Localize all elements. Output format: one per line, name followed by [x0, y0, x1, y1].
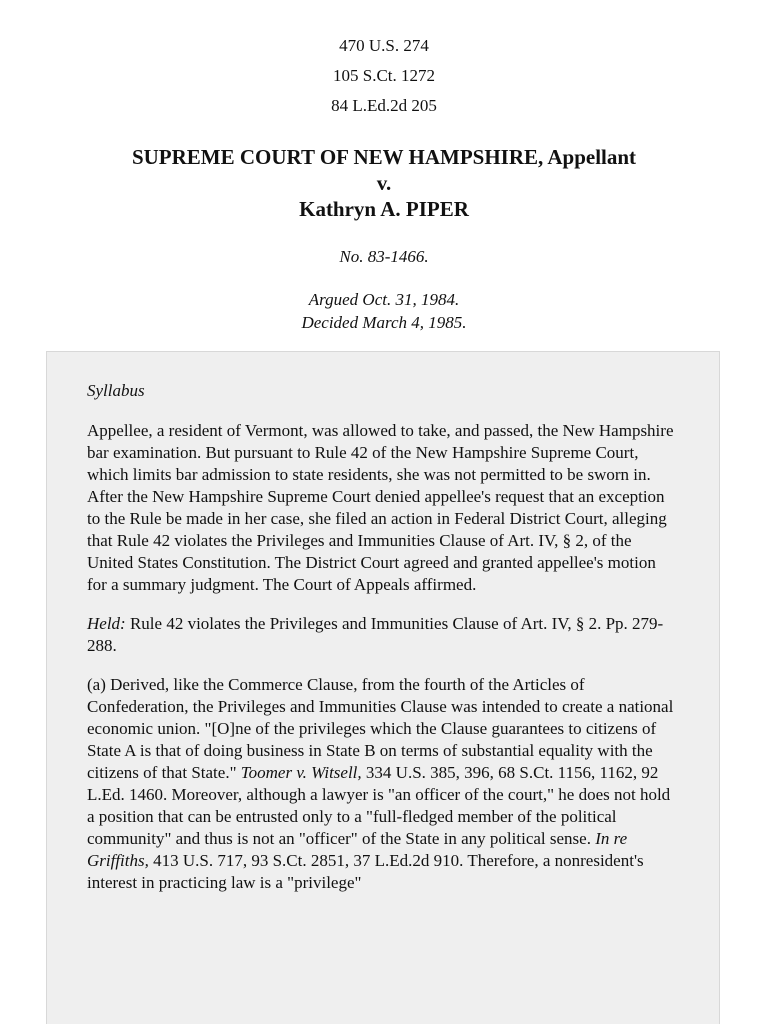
- syllabus-content: [47, 352, 719, 894]
- versus-label: v.: [376, 171, 392, 195]
- appellee-name: Kathryn A. PIPER: [299, 197, 469, 221]
- case-dates: [0, 288, 768, 334]
- para-a-text-3: 413 U.S. 717, 93 S.Ct. 2851, 37 L.Ed.2d 910. Therefore, a nonresident's interest in practicing law is a "privilege": [87, 851, 644, 892]
- syllabus-heading: Syllabus: [87, 381, 145, 400]
- appellant-name: SUPREME COURT OF NEW HAMPSHIRE, Appellant: [131, 145, 637, 169]
- us-reports-citation: 470 U.S. 274: [339, 36, 429, 55]
- para-a-text-1: (a) Derived, like the Commerce Clause, from the fourth of the Articles of Confederation, the Privileges and Immunities Clause was intended to create a national economic union. "[O]ne of the privileges which the Clause guarantees to citizens of State A is that of doing business in State B on terms of substantial equality with the citizens of that State.": [87, 675, 674, 782]
- supreme-court-reporter-citation: 105 S.Ct. 1272: [332, 66, 436, 85]
- reporter-citations: [0, 34, 768, 124]
- argued-date: Argued Oct. 31, 1984.: [308, 290, 460, 309]
- syllabus-paragraph-held: [87, 613, 679, 657]
- syllabus-panel: [46, 351, 720, 1024]
- case-name-griffiths: In re Griffiths,: [87, 829, 628, 870]
- docket-number: No. 83-1466.: [339, 247, 429, 266]
- decided-date: Decided March 4, 1985.: [301, 313, 467, 332]
- syllabus-paragraph-a: [87, 674, 679, 894]
- syllabus-paragraph-facts: Appellee, a resident of Vermont, was allowed to take, and passed, the New Hampshire bar examination. But pursuant to Rule 42 of the New Hampshire Supreme Court, which limits bar admission to state residents, she was not permitted to be sworn in. After the New Hampshire Supreme Court denied appellee's request that an exception to the Rule be made in her case, she filed an action in Federal District Court, alleging that Rule 42 violates the Privileges and Immunities Clause of Art. IV, § 2, of the United States Constitution. The District Court agreed and granted appellee's motion for a summary judgment. The Court of Appeals affirmed.: [87, 421, 674, 594]
- lawyers-edition-citation: 84 L.Ed.2d 205: [331, 96, 437, 115]
- held-text: Rule 42 violates the Privileges and Immunities Clause of Art. IV, § 2. Pp. 279-288.: [87, 614, 664, 655]
- case-name-toomer: Toomer v. Witsell,: [240, 763, 362, 782]
- held-label: Held:: [87, 614, 126, 633]
- case-caption: [0, 144, 768, 222]
- para-a-text-2: 334 U.S. 385, 396, 68 S.Ct. 1156, 1162, 92 L.Ed. 1460. Moreover, although a lawyer is "an officer of the court," he does not hold a position that can be entrusted only to a "full-fledged member of the political community" and thus is not an "officer" of the State in any political sense.: [87, 763, 671, 848]
